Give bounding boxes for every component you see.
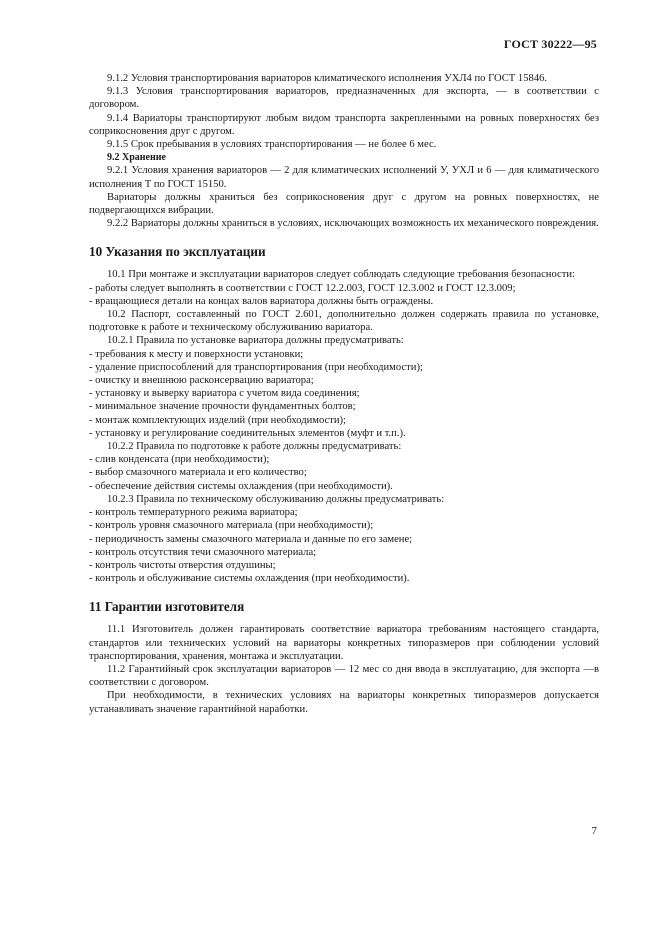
standard-number: ГОСТ 30222—95 <box>503 37 597 51</box>
list-item: - вращающиеся детали на концах валов вариатора должны быть ограждены. <box>89 295 434 307</box>
list-item: - контроль уровня смазочного материала (при необходимости); <box>89 520 374 532</box>
paragraph-11-1: 11.1 Изготовитель должен гарантировать соответствие вариатора требованиям настоящего стандарта, стандартов или технических условий на вариаторы конкретных типоразмеров при соблюдении условий транспортирования, хранения, монтажа и эксплуатации. <box>89 624 599 662</box>
paragraph-9-1-4: 9.1.4 Вариаторы транспортируют любым видом транспорта закрепленными на ровных поверхностях без соприкосновения друг с другом. <box>89 112 599 137</box>
paragraph-9-2-2: 9.2.2 Вариаторы должны храниться в условиях, исключающих возможность их механического повреждения. <box>107 218 599 230</box>
paragraph-10-1: 10.1 При монтаже и эксплуатации вариаторов следует соблюдать следующие требования безопасности: <box>107 269 575 281</box>
list-item: - установку и выверку вариатора с учетом вида соединения; <box>89 388 360 400</box>
paragraph-storage-note: Вариаторы должны храниться без соприкосновения друг с другом на ровных поверхностях, не подвергающихся вибрации. <box>89 191 599 217</box>
list-item: - слив конденсата (при необходимости); <box>89 454 270 466</box>
list-item: - требования к месту и поверхности установки; <box>89 348 304 360</box>
list-item: - контроль и обслуживание системы охлаждения (при необходимости). <box>89 573 410 585</box>
list-item: - работы следует выполнять в соответствии с ГОСТ 12.2.003, ГОСТ 12.3.002 и ГОСТ 12.3.009; <box>89 282 516 294</box>
paragraph-warranty-note: При необходимости, в технических условиях на вариаторы конкретных типоразмеров допускается устанавливать значение гарантийной наработки. <box>89 690 599 715</box>
list-item: - очистку и внешнюю расконсервацию вариатора; <box>89 375 314 387</box>
list-item: - контроль температурного режима вариатора; <box>89 507 298 519</box>
section-heading-11: 11 Гарантии изготовителя <box>89 599 245 615</box>
list-item: - контроль отсутствия течи смазочного материала; <box>89 546 317 558</box>
list-item: - монтаж комплектующих изделий (при необходимости); <box>89 414 346 426</box>
paragraph-10-2-3: 10.2.3 Правила по техническому обслуживанию должны предусматривать: <box>107 493 445 505</box>
paragraph-9-1-2: 9.1.2 Условия транспортирования вариаторов климатического исполнения УХЛ4 по ГОСТ 15846. <box>107 73 548 84</box>
paragraph-9-1-5: 9.1.5 Срок пребывания в условиях транспортирования — не более 6 мес. <box>107 139 437 151</box>
page-content <box>89 72 599 716</box>
paragraph-11-2: 11.2 Гарантийный срок эксплуатации вариаторов — 12 мес со дня ввода в эксплуатацию, для экспорта —в соответствии с договором. <box>89 663 599 689</box>
page-number: 7 <box>591 825 597 837</box>
list-item: - установку и регулирование соединительных элементов (муфт и т.п.). <box>89 427 406 439</box>
list-item: - удаление приспособлений для транспортирования (при необходимости); <box>89 361 423 373</box>
section-heading-10: 10 Указания по эксплуатации <box>89 244 266 260</box>
paragraph-9-2-1: 9.2.1 Условия хранения вариаторов — 2 для климатических исполнений У, УХЛ и 6 — для климатического исполнения Т по ГОСТ 15150. <box>89 165 599 190</box>
list-item: - минимальное значение прочности фундаментных болтов; <box>89 401 356 413</box>
paragraph-10-2-2: 10.2.2 Правила по подготовке к работе должны предусматривать: <box>107 441 402 453</box>
list-item: - обеспечение действия системы охлаждения (при необходимости). <box>89 480 393 492</box>
list-item: - контроль чистоты отверстия отдушины; <box>89 559 276 571</box>
list-item: - периодичность замены смазочного материала и данные по его замене; <box>89 533 413 545</box>
paragraph-10-2: 10.2 Паспорт, составленный по ГОСТ 2.601, дополнительно должен содержать правила по установке, подготовке к работе и техническому обслуживанию вариатора. <box>89 309 599 334</box>
subsection-heading-9-2: 9.2 Хранение <box>107 152 166 164</box>
paragraph-10-2-1: 10.2.1 Правила по установке вариатора должны предусматривать: <box>107 335 404 347</box>
list-item: - выбор смазочного материала и его количество; <box>89 467 307 479</box>
paragraph-9-1-3: 9.1.3 Условия транспортирования вариаторов, предназначенных для экспорта, — в соответствии с договором. <box>89 86 599 111</box>
